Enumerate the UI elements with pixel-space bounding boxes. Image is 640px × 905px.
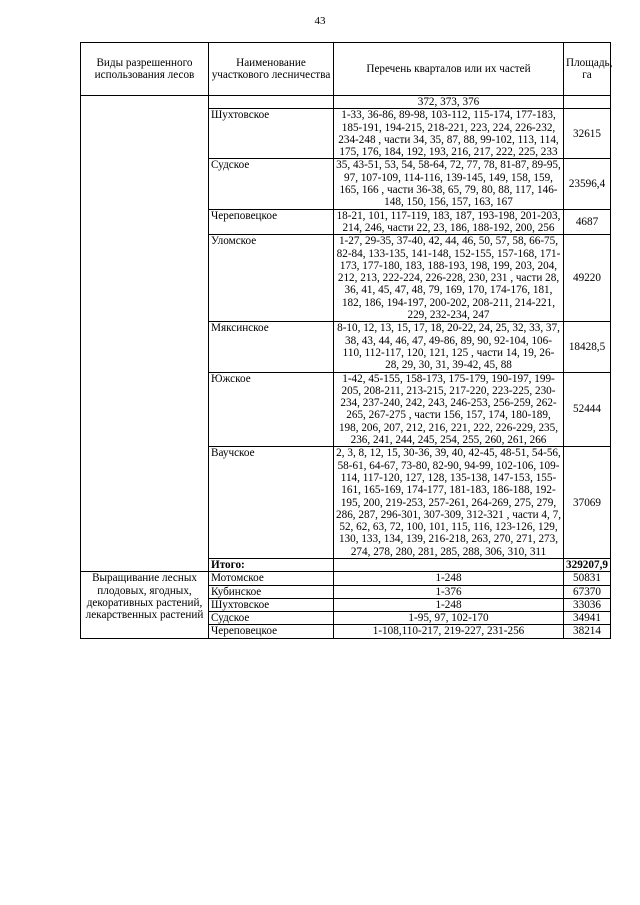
forestry-name-cell: Череповецкое [209, 209, 334, 235]
forest-use-table [80, 42, 611, 639]
continuation-row [81, 96, 611, 109]
quarters-cell: 1-376 [334, 585, 564, 598]
quarters-cell: 2, 3, 8, 12, 15, 30-36, 39, 40, 42-45, 48-51, 54-56, 58-61, 64-67, 73-80, 82-90, 94-99, 102-106, 109-114, 117-120, 127, 128, 135-138, 147-153, 155-161, 165-169, 174-177, 181-183, 186-188, 192-195, 200, 219-253, 257-261, 264-269, 275, 279, 286, 287, 296-301, 307-309, 312-321 , части 4, 7, 52, 62, 63, 72, 100, 101, 115, 116, 123-126, 129, 130, 133, 134, 139, 216-218, 263, 270, 271, 273, 274, 278, 280, 281, 285, 288, 306, 310, 311 [334, 447, 564, 559]
total-label: Итого: [209, 558, 334, 571]
table-header-row [81, 43, 611, 96]
forestry-name-cell: Череповецкое [209, 625, 334, 638]
quarters-cell: 8-10, 12, 13, 15, 17, 18, 20-22, 24, 25, 32, 33, 37, 38, 43, 44, 46, 47, 49-86, 89, 90, 92-104, 106-110, 112-117, 120, 121, 125 , части 14, 19, 26-28, 29, 30, 31, 39-42, 45, 88 [334, 322, 564, 372]
page-number: 43 [314, 15, 326, 27]
area-cell: 34941 [564, 612, 611, 625]
quarters-cell [334, 558, 564, 571]
table-row [81, 572, 611, 585]
quarters-cell: 1-248 [334, 572, 564, 585]
quarters-cell: 18-21, 101, 117-119, 183, 187, 193-198, 201-203, 214, 246, части 22, 23, 186, 188-192, 200, 256 [334, 209, 564, 235]
area-cell: 52444 [564, 372, 611, 447]
area-cell: 18428,5 [564, 322, 611, 372]
total-area: 329207,9 [564, 558, 611, 571]
forestry-name-cell [209, 96, 334, 109]
quarters-cell: 1-248 [334, 598, 564, 611]
forestry-name-cell: Шухтовское [209, 109, 334, 159]
quarters-cell: 35, 43-51, 53, 54, 58-64, 72, 77, 78, 81-87, 89-95, 97, 107-109, 114-116, 139-145, 149, 158, 159, 165, 166 , части 36-38, 65, 79, 80, 88, 117, 146-148, 150, 156, 157, 163, 167 [334, 159, 564, 209]
area-cell: 4687 [564, 209, 611, 235]
use-type-cell: Выращивание лесных плодовых, ягодных, декоративных растений, лекарственных растений [81, 572, 209, 638]
area-cell: 50831 [564, 572, 611, 585]
forestry-name-cell: Южское [209, 372, 334, 447]
header-quarters-list: Перечень кварталов или их частей [334, 43, 564, 96]
area-cell: 38214 [564, 625, 611, 638]
area-cell: 67370 [564, 585, 611, 598]
area-cell: 23596,4 [564, 159, 611, 209]
quarters-cell: 1-42, 45-155, 158-173, 175-179, 190-197, 199-205, 208-211, 213-215, 217-220, 223-225, 230-234, 237-240, 242, 243, 246-253, 256-259, 262-265, 267-275 , части 156, 157, 174, 180-189, 198, 206, 207, 212, 216, 221, 222, 226-229, 235, 236, 241, 244, 245, 254, 255, 260, 261, 266 [334, 372, 564, 447]
header-forestry-name: Наименование участкового лесничества [209, 43, 334, 96]
forestry-name-cell: Ваучское [209, 447, 334, 559]
forestry-name-cell: Кубинское [209, 585, 334, 598]
quarters-cell: 1-33, 36-86, 89-98, 103-112, 115-174, 177-183, 185-191, 194-215, 218-221, 223, 224, 226-232, 234-248 , части 34, 35, 87, 88, 99-102, 113, 114, 175, 176, 184, 192, 193, 216, 217, 222, 225, 233 [334, 109, 564, 159]
quarters-cell: 372, 373, 376 [334, 96, 564, 109]
area-cell: 33036 [564, 598, 611, 611]
forestry-name-cell: Мотомское [209, 572, 334, 585]
forestry-name-cell: Мяксинское [209, 322, 334, 372]
forestry-name-cell: Судское [209, 159, 334, 209]
forestry-name-cell: Шухтовское [209, 598, 334, 611]
area-cell: 49220 [564, 235, 611, 322]
area-cell [564, 96, 611, 109]
quarters-cell: 1-27, 29-35, 37-40, 42, 44, 46, 50, 57, 58, 66-75, 82-84, 133-135, 141-148, 152-155, 157-168, 171-173, 177-180, 183, 188-193, 198, 199, 203, 204, 212, 213, 222-224, 226-228, 230, 231 , части 28, 36, 41, 45, 47, 48, 79, 169, 170, 174-176, 181, 182, 186, 194-197, 200-202, 208-211, 214-221, 229, 232-234, 247 [334, 235, 564, 322]
use-type-cell-empty [81, 96, 209, 572]
forestry-name-cell: Судское [209, 612, 334, 625]
forestry-name-cell: Уломское [209, 235, 334, 322]
area-cell: 32615 [564, 109, 611, 159]
area-cell: 37069 [564, 447, 611, 559]
quarters-cell: 1-95, 97, 102-170 [334, 612, 564, 625]
header-use-type: Виды разрешенного использования лесов [81, 43, 209, 96]
header-area: Площадь, га [564, 43, 611, 96]
quarters-cell: 1-108,110-217, 219-227, 231-256 [334, 625, 564, 638]
